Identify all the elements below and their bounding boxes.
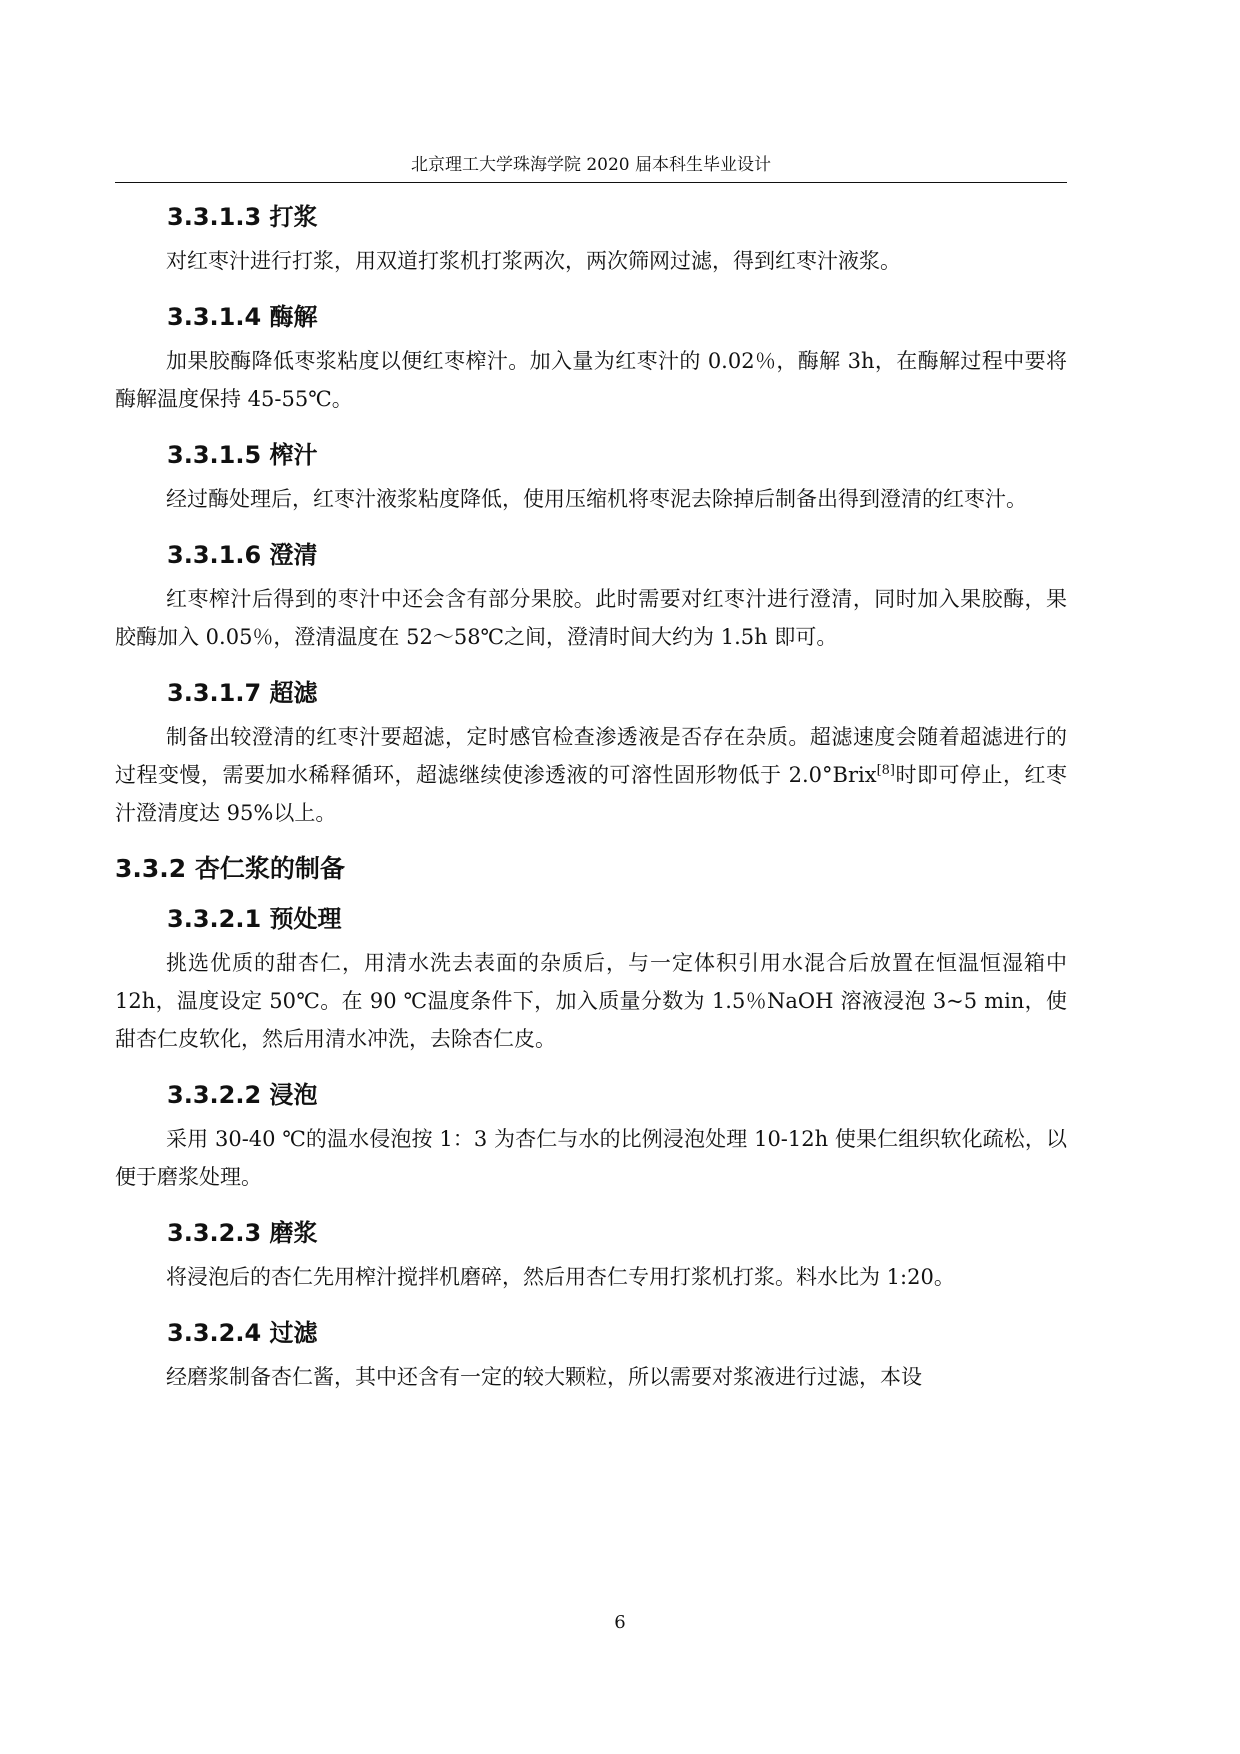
section-heading-3-3-2-3: 3.3.2.3 磨浆 bbox=[167, 1219, 318, 1247]
section-heading-3-3-2-4: 3.3.2.4 过滤 bbox=[167, 1319, 318, 1347]
section-heading-3-3-1-5: 3.3.1.5 榨汁 bbox=[167, 441, 318, 469]
page-content bbox=[115, 192, 1067, 1408]
paragraph-3-3-2-3: 将浸泡后的杏仁先用榨汁搅拌机磨碎，然后用杏仁专用打浆机打浆。料水比为 1:20。 bbox=[166, 1265, 955, 1289]
section-heading-3-3-2: 3.3.2 杏仁浆的制备 bbox=[115, 854, 345, 883]
section-heading-3-3-2-1: 3.3.2.1 预处理 bbox=[167, 905, 342, 933]
paragraph-3-3-1-7-text-a: 制备出较澄清的红枣汁要超滤，定时感官检查渗透液是否存在杂质。超滤速度会随着超滤进行的过程变慢，需要加水稀释循环，超滤继续使渗透液的可溶性固形物低于 2.0°Brix bbox=[115, 725, 1067, 787]
paragraph-3-3-2-1: 挑选优质的甜杏仁，用清水洗去表面的杂质后，与一定体积引用水混合后放置在恒温恒湿箱中 12h，温度设定 50℃。在 90 ℃温度条件下，加入质量分数为 1.5％NaOH 溶液浸泡 3~5 min，使甜杏仁皮软化，然后用清水冲洗，去除杏仁皮。 bbox=[115, 951, 1067, 1051]
paragraph-3-3-2-2: 采用 30-40 ℃的温水侵泡按 1：3 为杏仁与水的比例浸泡处理 10-12h 使果仁组织软化疏松，以便于磨浆处理。 bbox=[115, 1127, 1067, 1189]
paragraph-3-3-2-4: 经磨浆制备杏仁酱，其中还含有一定的较大颗粒，所以需要对浆液进行过滤，本设 bbox=[166, 1365, 922, 1389]
paragraph-3-3-1-4: 加果胶酶降低枣浆粘度以便红枣榨汁。加入量为红枣汁的 0.02％，酶解 3h，在酶解过程中要将酶解温度保持 45-55℃。 bbox=[115, 349, 1067, 411]
section-heading-3-3-1-3: 3.3.1.3 打浆 bbox=[167, 203, 318, 231]
page-number: 6 bbox=[614, 1612, 626, 1633]
paragraph-3-3-1-5: 经过酶处理后，红枣汁液浆粘度降低，使用压缩机将枣泥去除掉后制备出得到澄清的红枣汁。 bbox=[166, 487, 1027, 511]
citation-ref-8: [8] bbox=[876, 763, 895, 778]
page-header: 北京理工大学珠海学院 2020 届本科生毕业设计 bbox=[115, 148, 1067, 183]
section-heading-3-3-1-6: 3.3.1.6 澄清 bbox=[167, 541, 318, 569]
section-heading-3-3-1-7: 3.3.1.7 超滤 bbox=[167, 679, 318, 707]
paragraph-3-3-1-6: 红枣榨汁后得到的枣汁中还会含有部分果胶。此时需要对红枣汁进行澄清，同时加入果胶酶，果胶酶加入 0.05％，澄清温度在 52～58℃之间，澄清时间大约为 1.5h 即可。 bbox=[115, 587, 1067, 649]
section-heading-3-3-1-4: 3.3.1.4 酶解 bbox=[167, 303, 318, 331]
paragraph-3-3-1-7 bbox=[115, 718, 1067, 832]
section-heading-3-3-2-2: 3.3.2.2 浸泡 bbox=[167, 1081, 318, 1109]
paragraph-3-3-1-3: 对红枣汁进行打浆，用双道打浆机打浆两次，两次筛网过滤，得到红枣汁液浆。 bbox=[166, 249, 901, 273]
paragraph-3-3-1-7-text-b: 时即可停止，红枣汁澄清度达 95%以上。 bbox=[115, 763, 1067, 825]
